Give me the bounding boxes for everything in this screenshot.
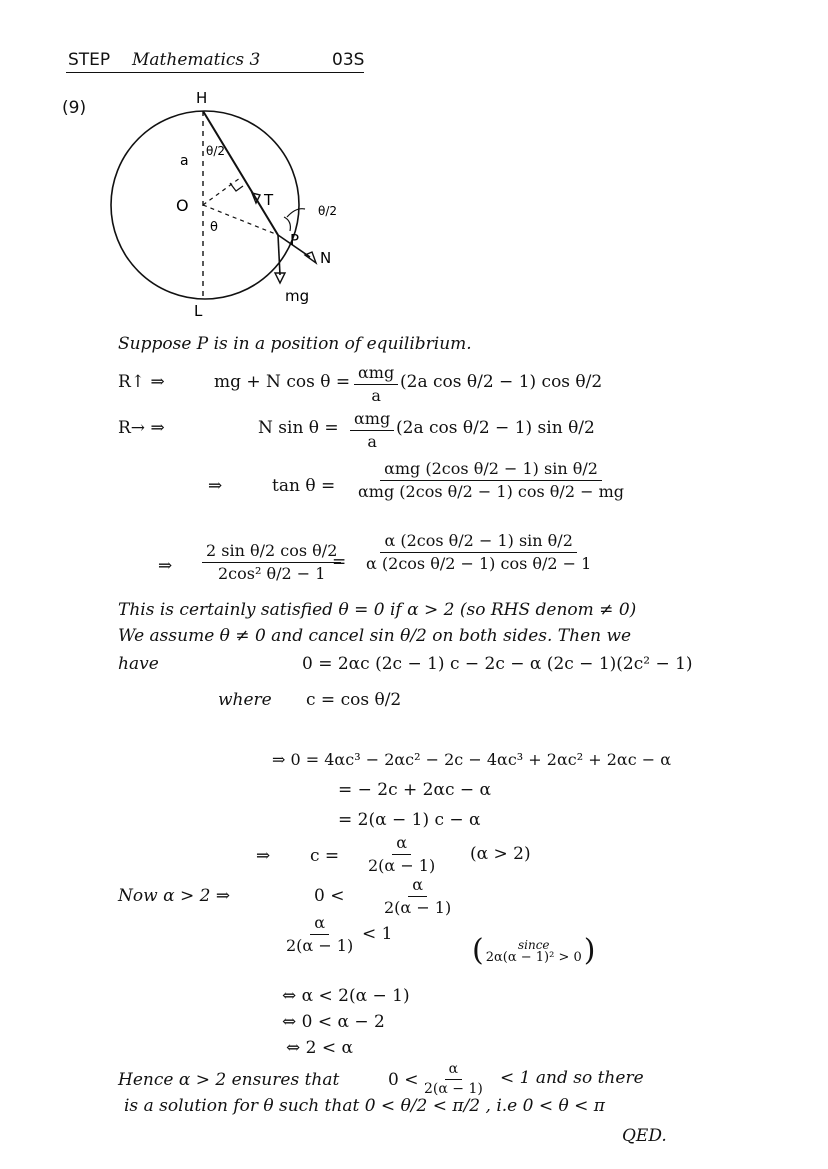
hence-num: α (445, 1062, 462, 1080)
eq11-lhs: 0 < (314, 886, 345, 906)
eq10-condition: (α > 2) (470, 844, 531, 864)
text-assume: We assume θ ≠ 0 and cancel sin θ/2 on both sides. Then we (118, 626, 632, 646)
eq1-den: a (371, 385, 381, 405)
eq10-implies: ⇒ (256, 846, 271, 866)
eq4-rden: α (2cos θ/2 − 1) cos θ/2 − 1 (366, 553, 592, 573)
label-p: P (290, 231, 300, 249)
eq10-den: 2(α − 1) (368, 855, 436, 875)
eq1-num: αmg (354, 364, 398, 385)
eq4-rnum: α (2cos θ/2 − 1) sin θ/2 (380, 532, 576, 553)
label-theta: θ (210, 220, 218, 235)
weight-line (278, 235, 280, 275)
eq3-den: αmg (2cos θ/2 − 1) cos θ/2 − mg (358, 481, 624, 501)
label-n: N (320, 249, 332, 267)
angle-pointer (287, 209, 305, 217)
eq2-num: αmg (350, 410, 394, 431)
text-where: where (218, 690, 272, 710)
label-o: O (176, 196, 189, 215)
perpendicular (203, 178, 240, 205)
angle-arc (284, 217, 290, 231)
resolve-up: R↑ ⇒ (118, 372, 165, 392)
header-code: 03S (332, 50, 365, 70)
qed: QED. (622, 1126, 667, 1146)
eq2-den: a (367, 431, 377, 451)
eq7: ⇒ 0 = 4αc³ − 2αc² − 2c − 4αc³ + 2αc² + 2αc − α (272, 750, 672, 769)
eq10-lhs: c = (310, 846, 340, 866)
eq4-equals: = (332, 552, 347, 572)
eq2-coefficient (350, 410, 394, 450)
eq1-lhs: mg + N cos θ = (214, 372, 351, 392)
normal-arrow (305, 252, 316, 263)
eq3-num: αmg (2cos θ/2 − 1) sin θ/2 (380, 460, 602, 481)
eq10-num: α (392, 834, 411, 855)
label-t: T (264, 191, 274, 209)
string-hp (203, 111, 278, 235)
label-mg: mg (285, 287, 310, 305)
eq4-lden: 2cos² θ/2 − 1 (217, 563, 326, 583)
since-note: ( since 2α(α − 1)² > 0 ) (472, 933, 596, 968)
eq2-lhs: N sin θ = (258, 418, 339, 438)
eq11-den: 2(α − 1) (384, 897, 452, 917)
eq1-rhs: (2a cos θ/2 − 1) cos θ/2 (400, 372, 603, 392)
text-now: Now α > 2 ⇒ (118, 886, 231, 906)
line-suppose: Suppose P is in a position of equilibrium. (118, 334, 472, 354)
text-hence: Hence α > 2 ensures that (118, 1070, 340, 1090)
eq3-lhs: tan θ = (272, 476, 336, 496)
label-a: a (180, 153, 189, 169)
resolve-right: R→ ⇒ (118, 418, 165, 438)
eq12-fraction (282, 914, 357, 954)
eq11-fraction (380, 876, 455, 916)
eq12-num: α (310, 914, 329, 935)
eq3-implies: ⇒ (208, 476, 223, 496)
text-solution: is a solution for θ such that 0 < θ/2 < π/2 , i.e 0 < θ < π (124, 1096, 605, 1116)
eq1-coefficient (354, 364, 398, 404)
eq9: = 2(α − 1) c − α (338, 810, 481, 830)
text-have: have (118, 654, 159, 674)
eq11-num: α (408, 876, 427, 897)
hence-den: 2(α − 1) (424, 1081, 483, 1098)
hence-lhs: 0 < (388, 1070, 419, 1090)
eq3-fraction (354, 460, 628, 500)
since-expr: 2α(α − 1)² > 0 (485, 949, 582, 965)
label-half-angle-top: θ/2 (206, 144, 226, 158)
question-number: (9) (62, 98, 87, 118)
eq4-left-fraction (202, 542, 341, 582)
eq2-rhs: (2a cos θ/2 − 1) sin θ/2 (396, 418, 595, 438)
eq4-right-fraction (362, 532, 595, 572)
eq14: ⇔ 0 < α − 2 (282, 1012, 385, 1032)
eq6: c = cos θ/2 (306, 690, 402, 710)
since-word: since (517, 937, 550, 952)
eq4-lnum: 2 sin θ/2 cos θ/2 (202, 542, 341, 563)
eq4-implies: ⇒ (158, 556, 173, 576)
eq15: ⇔ 2 < α (286, 1038, 353, 1058)
header-step: STEP (68, 50, 111, 70)
label-h: H (196, 89, 208, 107)
eq12-rhs: < 1 (362, 924, 393, 944)
eq10-fraction (364, 834, 439, 874)
hence-fraction (420, 1062, 487, 1098)
circle-diagram (100, 85, 360, 320)
hence-rhs: < 1 and so there (500, 1068, 644, 1088)
header-subject: Mathematics 3 (132, 50, 261, 70)
label-half-angle-side: θ/2 (318, 204, 338, 218)
label-l: L (194, 302, 203, 320)
eq8: = − 2c + 2αc − α (338, 780, 492, 800)
eq12-den: 2(α − 1) (286, 935, 354, 955)
page-header (66, 48, 364, 73)
eq13: ⇔ α < 2(α − 1) (282, 986, 410, 1006)
eq5: 0 = 2αc (2c − 1) c − 2c − α (2c − 1)(2c² − 1) (302, 654, 693, 674)
text-satisfied: This is certainly satisfied θ = 0 if α > 2 (so RHS denom ≠ 0) (118, 600, 637, 620)
